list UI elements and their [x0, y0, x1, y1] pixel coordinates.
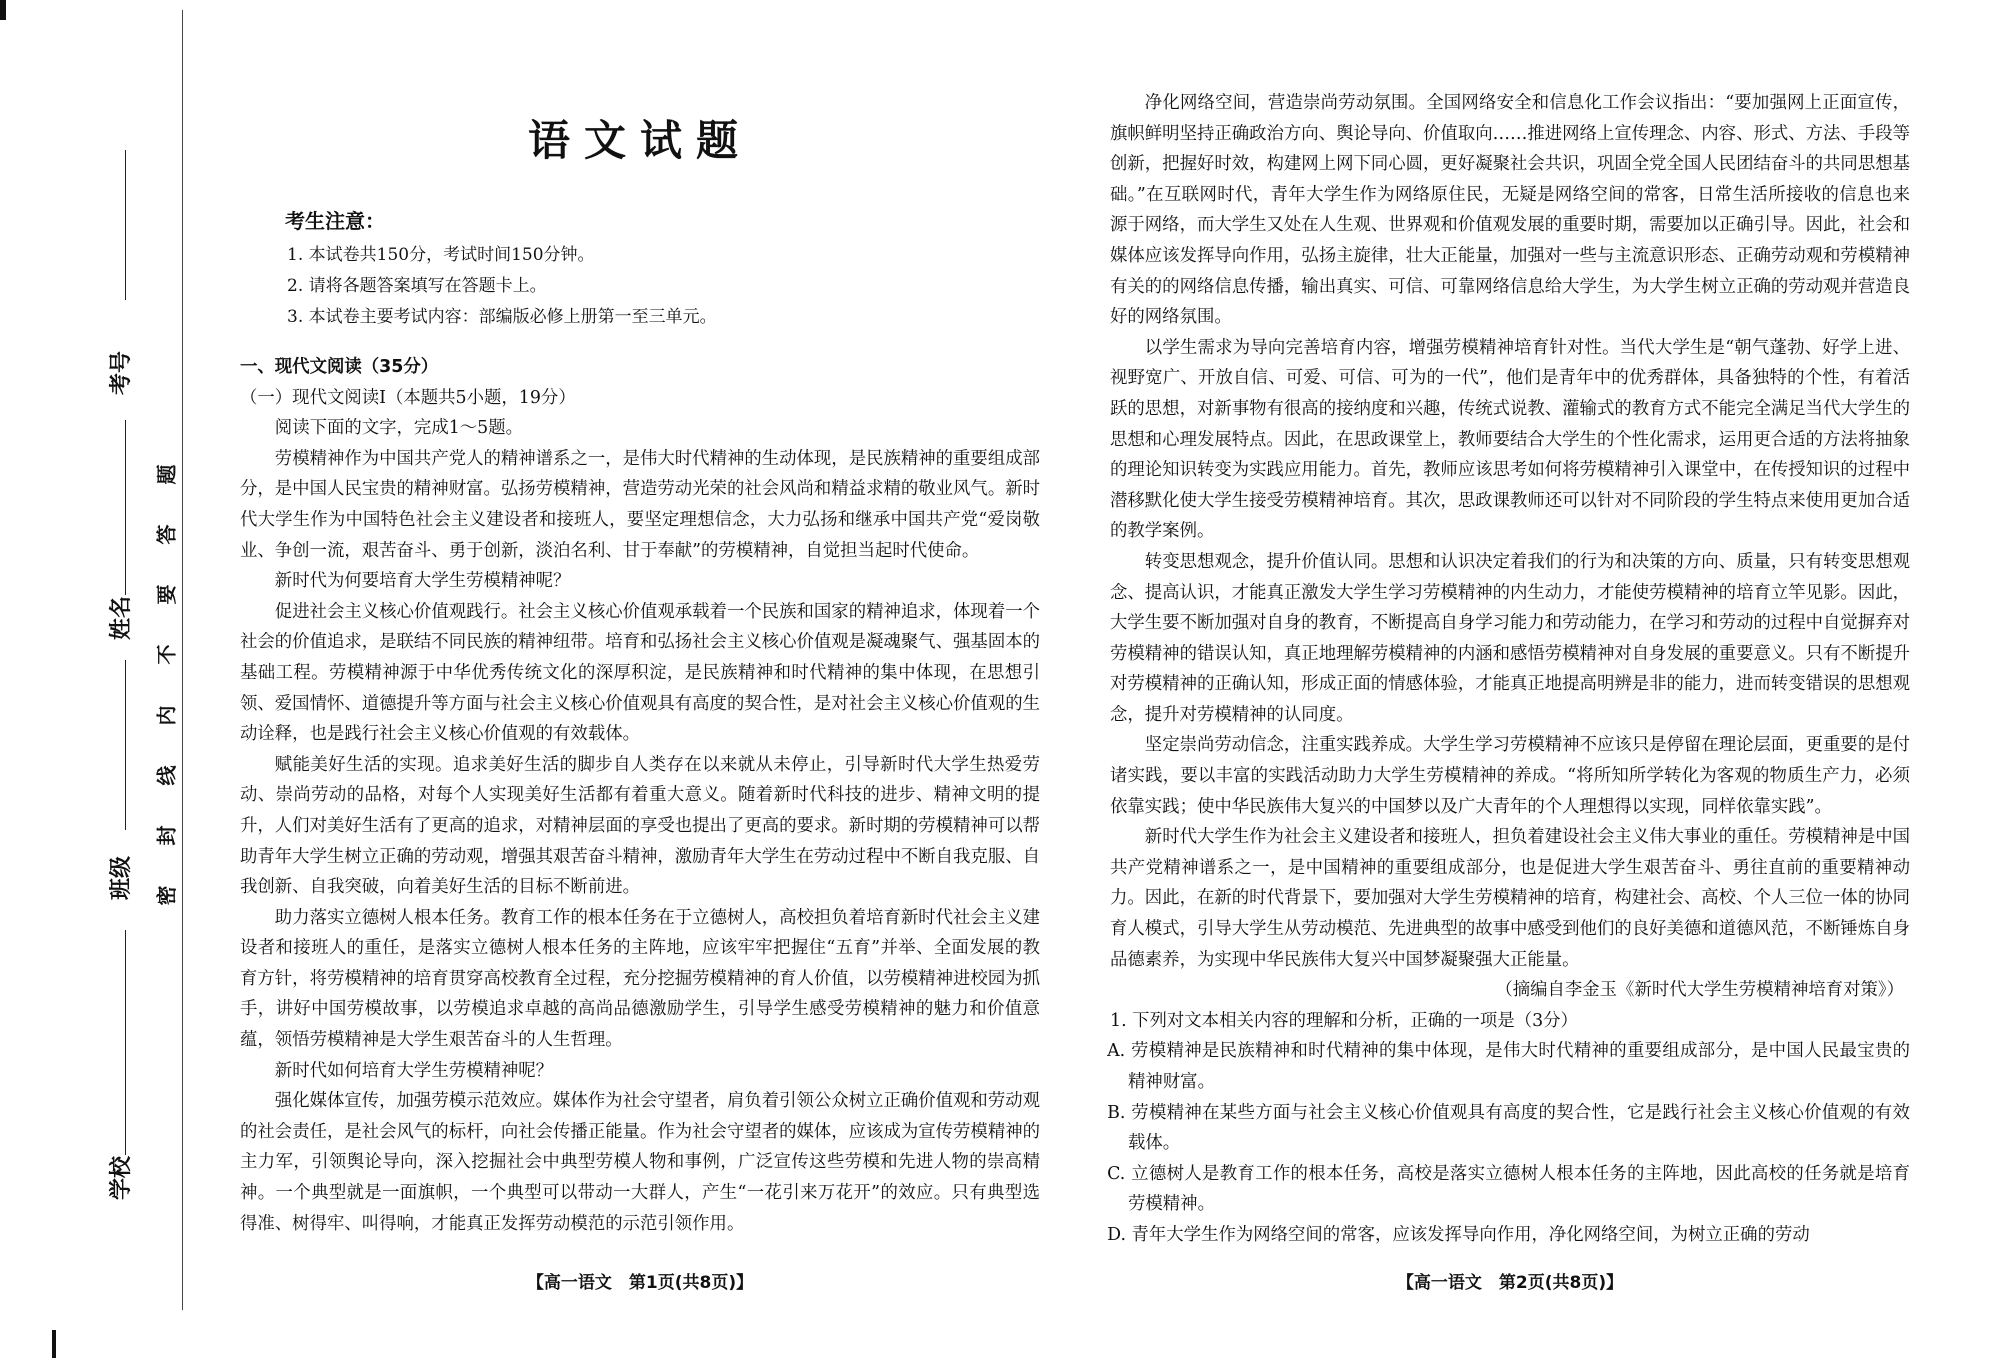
warn-char: 内	[154, 705, 179, 726]
subsection-heading: （一）现代文阅读Ⅰ（本题共5小题，19分）	[240, 387, 576, 408]
instruction: 阅读下面的文字，完成1～5题。	[274, 418, 524, 439]
question-stem: 1. 下列对文本相关内容的理解和分析，正确的一项是（3分）	[1110, 1010, 1578, 1031]
class-label: 班级	[109, 855, 134, 900]
class-line	[125, 660, 126, 830]
school-line	[125, 930, 126, 1155]
notice-item: 3. 本试卷主要考试内容：部编版必修上册第一至三单元。	[287, 307, 717, 327]
paragraph: 新时代为何要培育大学生劳模精神呢？	[274, 571, 571, 592]
warn-char: 答	[154, 524, 179, 545]
paragraph: 坚定崇尚劳动信念，注重实践养成。大学生学习劳模精神不应该只是停留在理论层面，更重要的是付诸实践，要以丰富的实践活动助力大学生劳模精神的养成。“将所知所学转化为客观的物质生产力，必须依靠实践；使中华民族伟大复兴的中国梦以及广大青年的个人理想得以实现，同样依靠实践”。	[1110, 735, 1910, 817]
option-b: B. 劳模精神在某些方面与社会主义核心价值观具有高度的契合性，它是践行社会主义核心价值观的有效载体。	[1107, 1102, 1910, 1154]
exam-no-label: 考号	[109, 350, 134, 395]
binding-margin	[0, 0, 190, 1358]
warn-char: 线	[154, 765, 179, 786]
page-2-footer: 【高一语文 第2页(共8页)】	[1396, 1273, 1624, 1293]
paragraph: 强化媒体宣传，加强劳模示范效应。媒体作为社会守望者，肩负着引领公众树立正确价值观和劳动观的社会责任，是社会风气的标杆，向社会传播正能量。作为社会守望者的媒体，应该成为宣传劳模精神的主力军，引领舆论导向，深入挖掘社会中典型劳模人物和事例，广泛宣传这些劳模和先进人物的崇高精神。一个典型就是一面旗帜，一个典型可以带动一大群人，产生“一花引来万花开”的效应。只有典型选得准、树得牢、叫得响，才能真正发挥劳动模范的示范引领作用。	[240, 1091, 1040, 1234]
option-a: A. 劳模精神是民族精神和时代精神的集中体现，是伟大时代精神的重要组成部分，是中国人民最宝贵的精神财富。	[1107, 1041, 1910, 1092]
page-2-body	[1107, 88, 1910, 1251]
paragraph: 助力落实立德树人根本任务。教育工作的根本任务在于立德树人，高校担负着培育新时代社会主义建设者和接班人的重任，是落实立德树人根本任务的主阵地，应该牢牢把握住“五育”并举、全面发展的教育方针，将劳模精神的培育贯穿高校教育全过程，充分挖掘劳模精神的育人价值，以劳模精神进校园为抓手，讲好中国劳模故事，以劳模追求卓越的高尚品德激励学生，引导学生感受劳模精神的魅力和价值意蕴，领悟劳模精神是大学生艰苦奋斗的人生哲理。	[240, 907, 1040, 1051]
binding-line	[182, 10, 183, 1310]
notice-item: 1. 本试卷共150分，考试时间150分钟。	[287, 245, 595, 265]
paragraph: 净化网络空间，营造崇尚劳动氛围。全国网络安全和信息化工作会议指出：“要加强网上正面宣传，旗帜鲜明坚持正确政治方向、舆论导向、价值取向……推进网络上宣传理念、内容、形式、方法、手段等创新，把握好时效，构建网上网下同心圆，更好凝聚社会共识，巩固全党全国人民团结奋斗的共同思想基础。”在互联网时代，青年大学生作为网络原住民，无疑是网络空间的常客，日常生活所接收的信息也来源于网络，而大学生又处在人生观、世界观和价值观发展的重要时期，需要加以正确引导。因此，社会和媒体应该发挥导向作用，弘扬主旋律，壮大正能量，加强对一些与主流意识形态、正确劳动观和劳模精神有关的的网络信息传播，输出真实、可信、可靠网络信息给大学生，为大学生树立正确的劳动观并营造良好的网络氛围。	[1110, 93, 1910, 328]
notice-title: 考生注意：	[285, 209, 385, 233]
paragraph: 以学生需求为导向完善培育内容，增强劳模精神培育针对性。当代大学生是“朝气蓬勃、好学上进、视野宽广、开放自信、可爱、可信、可为的一代”，他们是青年中的优秀群体，具备独特的个性，有着活跃的思想，对新事物有很高的接纳度和兴趣，传统式说教、灌输式的教育方式不能完全满足当代大学生的思想和心理发展特点。因此，在思政课堂上，教师要结合大学生的个性化需求，运用更合适的方法将抽象的理论知识转变为实践应用能力。首先，教师应该思考如何将劳模精神引入课堂中，在传授知识的过程中潜移默化使大学生接受劳模精神培育。其次，思政课教师还可以针对不同阶段的学生特点来使用更加合适的教学案例。	[1110, 337, 1910, 542]
exam-title: 语文试题	[527, 116, 752, 165]
paragraph: 新时代如何培育大学生劳模精神呢？	[274, 1060, 554, 1081]
option-d: D. 青年大学生作为网络空间的常客，应该发挥导向作用，净化网络空间，为树立正确的劳动	[1107, 1224, 1810, 1245]
name-label: 姓名	[109, 595, 134, 640]
page-2	[1107, 0, 1910, 1358]
warn-char: 题	[154, 464, 179, 485]
school-label: 学校	[109, 1155, 134, 1200]
source-citation: （摘编自李金玉《新时代大学生劳模精神培育对策》）	[1495, 980, 1904, 1001]
warn-char: 要	[154, 584, 179, 605]
seal-warning	[150, 460, 180, 910]
paragraph: 赋能美好生活的实现。追求美好生活的脚步自人类存在以来就从未停止，引导新时代大学生热爱劳动、崇尚劳动的品格，对每个人实现美好生活都有着重大意义。随着新时代科技的进步、精神文明的提升，人们对美好生活有了更高的追求，对精神层面的享受也提出了更高的要求。新时期的劳模精神可以帮助青年大学生树立正确的劳动观，增强其艰苦奋斗精神，激励青年大学生在劳动过程中不断自我克服、自我创新、自我突破，向着美好生活的目标不断前进。	[240, 754, 1040, 898]
candidate-notice	[285, 205, 1025, 333]
name-line	[125, 420, 126, 595]
paragraph: 转变思想观念，提升价值认同。思想和认识决定着我们的行为和决策的方向、质量，只有转变思想观念、提高认识，才能真正激发大学生学习劳模精神的内生动力，才能使劳模精神的培育立竿见影。因此，大学生要不断加强对自身的教育，不断提高自身学习能力和劳动能力，在学习和劳动的过程中自觉摒弃对劳模精神的错误认知，真正地理解劳模精神的内涵和感悟劳模精神对自身发展的重要意义。只有不断提升对劳模精神的正确认知，形成正面的情感体验，才能真正地提高明辨是非的能力，进而转变错误的思想观念，提升对劳模精神的认同度。	[1110, 551, 1910, 725]
notice-item: 2. 请将各题答案填写在答题卡上。	[287, 276, 547, 296]
paragraph: 新时代大学生作为社会主义建设者和接班人，担负着建设社会主义伟大事业的重任。劳模精神是中国共产党精神谱系之一，是中国精神的重要组成部分，也是促进大学生艰苦奋斗、勇往直前的重要精神动力。因此，在新的时代背景下，要加强对大学生劳模精神的培育，构建社会、高校、个人三位一体的协同育人模式，引导大学生从劳动模范、先进典型的故事中感受到他们的良好美德和道德风范，不断锤炼自身品德素养，为实现中华民族伟大复兴中国梦凝聚强大正能量。	[1110, 827, 1910, 970]
edge-mark-top	[0, 0, 6, 20]
warn-char: 不	[154, 644, 179, 665]
edge-mark-bottom	[52, 1330, 56, 1358]
page-1-footer: 【高一语文 第1页(共8页)】	[526, 1273, 754, 1293]
page-1-body	[240, 352, 1040, 1239]
section-heading: 一、现代文阅读（35分）	[240, 357, 439, 377]
option-c: C. 立德树人是教育工作的根本任务，高校是落实立德树人根本任务的主阵地，因此高校的任务就是培育劳模精神。	[1107, 1163, 1910, 1215]
paragraph: 促进社会主义核心价值观践行。社会主义核心价值观承载着一个民族和国家的精神追求，体现着一个社会的价值追求，是联结不同民族的精神纽带。培育和弘扬社会主义核心价值观是凝魂聚气、强基固本的基础工程。劳模精神源于中华优秀传统文化的深厚积淀，是民族精神和时代精神的集中体现，在思想引领、爱国情怀、道德提升等方面与社会主义核心价值观具有高度的契合性，是对社会主义核心价值观的生动诠释，也是践行社会主义核心价值观的有效载体。	[240, 601, 1040, 745]
paragraph: 劳模精神作为中国共产党人的精神谱系之一，是伟大时代精神的生动体现，是民族精神的重要组成部分，是中国人民宝贵的精神财富。弘扬劳模精神，营造劳动光荣的社会风尚和精益求精的敬业风气。新时代大学生作为中国特色社会主义建设者和接班人，要坚定理想信念，大力弘扬和继承中国共产党“爱岗敬业、争创一流，艰苦奋斗、勇于创新，淡泊名利、甘于奉献”的劳模精神，自觉担当起时代使命。	[240, 448, 1040, 561]
warn-char: 密	[154, 885, 179, 906]
exam-no-line	[125, 150, 126, 300]
warn-char: 封	[154, 825, 179, 846]
page-1	[240, 0, 1040, 1358]
